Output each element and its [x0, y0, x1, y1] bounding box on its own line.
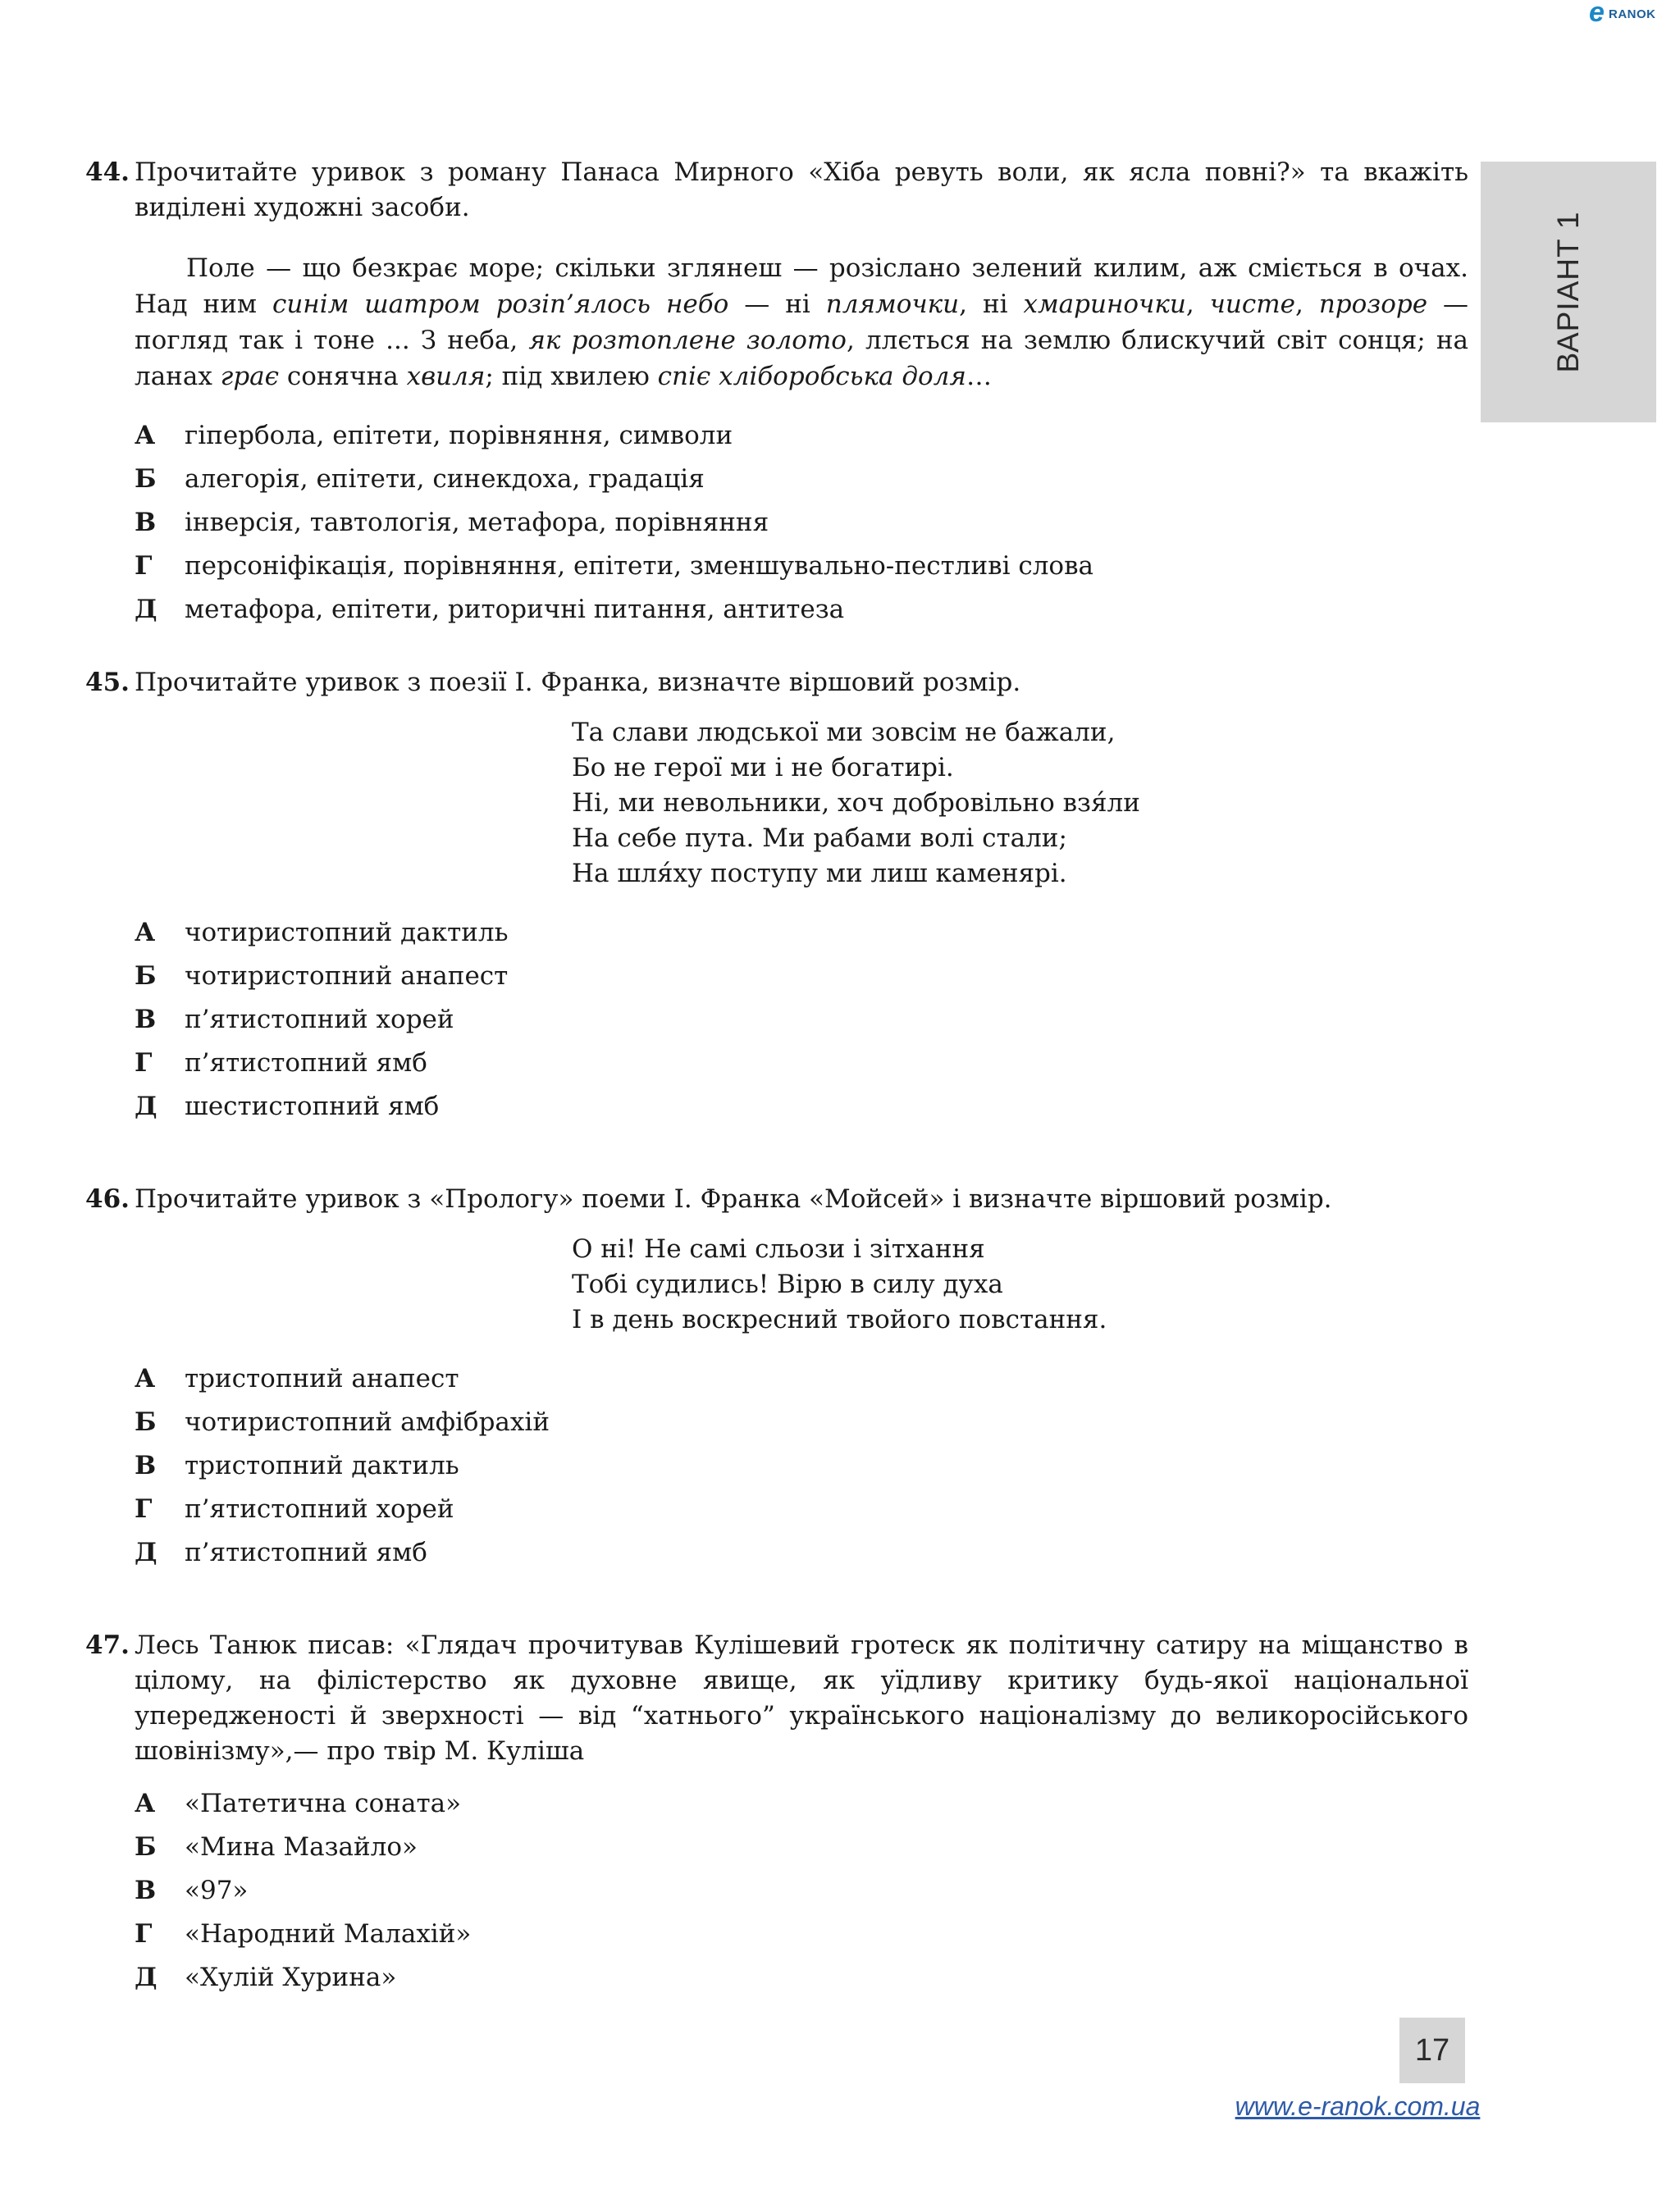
- option-letter: Г: [135, 551, 153, 581]
- poem-line: Бо не герої ми і не богатирі.: [572, 753, 954, 782]
- answer-options: [135, 911, 1468, 1129]
- option-text: гіпербола, епітети, порівняння, символи: [185, 421, 733, 450]
- ranok-logo: [1589, 0, 1671, 28]
- option-text: п’ятистопний ямб: [185, 1538, 427, 1567]
- poem-line: На шля́ху поступу ми лиш каменярі.: [572, 859, 1067, 888]
- question-47: [85, 1628, 1468, 2000]
- option-letter: В: [135, 1876, 157, 1905]
- answer-option: [135, 588, 1468, 632]
- option-text: п’ятистопний хорей: [185, 1005, 454, 1034]
- answer-option: [135, 414, 1468, 458]
- passage-text: , ні: [959, 290, 1024, 319]
- question-44: [85, 155, 1468, 632]
- option-letter: В: [135, 1451, 157, 1480]
- option-letter: А: [135, 421, 156, 450]
- option-letter: Б: [135, 961, 157, 991]
- answer-option: [135, 1444, 1468, 1488]
- poem-line: Тобі судились! Вірю в силу духа: [572, 1270, 1003, 1299]
- highlighted-phrase: синім шатром розіп’ялось небо: [272, 290, 729, 319]
- passage-text: …: [966, 362, 992, 391]
- option-text: персоніфікація, порівняння, епітети, зменшувально-пестливі слова: [185, 551, 1094, 581]
- option-letter: Г: [135, 1919, 153, 1949]
- option-text: тристопний анапест: [185, 1364, 459, 1393]
- answer-option: [135, 1042, 1468, 1085]
- option-letter: А: [135, 918, 156, 947]
- answer-option: [135, 1531, 1468, 1575]
- passage-text: , ллється на землю блискучий світ сонця; на ланах: [135, 326, 1468, 391]
- prose-excerpt: [135, 250, 1468, 395]
- option-text: п’ятистопний ямб: [185, 1048, 427, 1078]
- logo-letter: e: [1589, 0, 1605, 28]
- passage-text: ,: [1295, 290, 1319, 319]
- option-text: «Народний Малахій»: [185, 1919, 472, 1949]
- answer-option: [135, 1488, 1468, 1531]
- option-letter: А: [135, 1789, 156, 1818]
- option-text: алегорія, епітети, синекдоха, градація: [185, 464, 705, 494]
- highlighted-phrase: спіє хліборобська доля: [657, 362, 966, 391]
- answer-option: [135, 1357, 1468, 1401]
- poem-line: І в день воскресний твойого повстання.: [572, 1305, 1107, 1334]
- answer-option: [135, 458, 1468, 501]
- option-text: інверсія, тавтологія, метафора, порівняння: [185, 508, 769, 537]
- highlighted-phrase: чисте: [1209, 290, 1295, 319]
- highlighted-phrase: хвиля: [406, 362, 486, 391]
- passage-text: — ні: [728, 290, 826, 319]
- poem-excerpt: [572, 1232, 1468, 1338]
- answer-option: [135, 1956, 1468, 2000]
- highlighted-phrase: плямочки: [825, 290, 960, 319]
- option-text: метафора, епітети, риторичні питання, антитеза: [185, 595, 845, 624]
- option-text: «Патетична соната»: [185, 1789, 462, 1818]
- option-text: «97»: [185, 1876, 249, 1905]
- answer-options: [135, 1357, 1468, 1575]
- poem-line: Та слави людської ми зовсім не бажали,: [572, 718, 1116, 747]
- question-46: [85, 1182, 1468, 1575]
- poem-line: О ні! Не самі сльози і зітхання: [572, 1234, 985, 1264]
- option-letter: Д: [135, 595, 158, 624]
- option-text: чотиристопний анапест: [185, 961, 509, 991]
- passage-text: Поле — що безкрає море; скільки зглянеш — розіслано зелений килим, аж сміється в очах. Над ним: [135, 253, 1468, 319]
- option-text: чотиристопний амфібрахій: [185, 1407, 550, 1437]
- answer-option: [135, 1913, 1468, 1956]
- answer-option: [135, 1085, 1468, 1129]
- answer-option: [135, 501, 1468, 545]
- highlighted-phrase: грає: [220, 362, 280, 391]
- passage-text: сонячна: [279, 362, 407, 391]
- option-text: «Хулій Хурина»: [185, 1963, 397, 1992]
- passage-text: ,: [1185, 290, 1210, 319]
- answer-option: [135, 955, 1468, 998]
- poem-line: Ні, ми невольники, хоч добровільно взя́ли: [572, 788, 1140, 818]
- question-text: Прочитайте уривок з роману Панаса Мирного «Хіба ревуть воли, як ясла повні?» та вкажіть виділені художні засоби.: [135, 157, 1468, 222]
- question-number: 47.: [85, 1630, 130, 1660]
- question-45: [85, 665, 1468, 1129]
- option-letter: А: [135, 1364, 156, 1393]
- passage-text: ; під хвилею: [485, 362, 658, 391]
- question-text: Прочитайте уривок з поезії І. Франка, визначте віршовий розмір.: [135, 668, 1021, 697]
- option-letter: В: [135, 1005, 157, 1034]
- highlighted-phrase: хмариночки: [1023, 290, 1186, 319]
- highlighted-phrase: як розтоплене золото: [528, 326, 847, 355]
- highlighted-phrase: прозоре: [1318, 290, 1428, 319]
- answer-option: [135, 998, 1468, 1042]
- option-letter: Д: [135, 1538, 158, 1567]
- passage-text: — погляд так і тоне ... З неба,: [135, 290, 1469, 355]
- poem-line: На себе пута. Ми рабами волі стали;: [572, 823, 1067, 853]
- page-number: 17: [1399, 2018, 1465, 2083]
- option-text: чотиристопний дактиль: [185, 918, 509, 947]
- option-letter: Б: [135, 1832, 157, 1862]
- answer-options: [135, 414, 1468, 632]
- logo-brand: RANOK: [1609, 7, 1656, 21]
- option-letter: Г: [135, 1494, 153, 1524]
- question-number: 45.: [85, 668, 130, 697]
- poem-excerpt: [572, 715, 1468, 892]
- option-letter: Б: [135, 464, 157, 494]
- question-text: Прочитайте уривок з «Прологу» поеми І. Франка «Мойсей» і визначте віршовий розмір.: [135, 1184, 1332, 1214]
- answer-option: [135, 1401, 1468, 1444]
- question-number: 46.: [85, 1184, 130, 1214]
- option-letter: Д: [135, 1092, 158, 1121]
- publisher-link[interactable]: www.e-ranok.com.ua: [1235, 2091, 1481, 2121]
- option-text: тристопний дактиль: [185, 1451, 459, 1480]
- answer-option: [135, 545, 1468, 588]
- question-text: Лесь Танюк писав: «Глядач прочитував Кулішевий гротеск як політичну сатиру на міщанство в цілому, на філістерство як духовне явище, як уїдливу критику будь-якої національної упередженості й зверхності — від “хатнього” українського націоналізму до великоросійського шовінізму»,— про твір М. Куліша: [135, 1630, 1468, 1766]
- option-letter: В: [135, 508, 157, 537]
- answer-option: [135, 911, 1468, 955]
- variant-label: ВАРІАНТ 1: [1551, 211, 1585, 373]
- answer-option: [135, 1826, 1468, 1869]
- question-number: 44.: [85, 157, 130, 187]
- answer-option: [135, 1869, 1468, 1913]
- answer-options: [135, 1782, 1468, 2000]
- option-letter: Б: [135, 1407, 157, 1437]
- option-text: п’ятистопний хорей: [185, 1494, 454, 1524]
- option-text: «Мина Мазайло»: [185, 1832, 418, 1862]
- option-letter: Д: [135, 1963, 158, 1992]
- option-letter: Г: [135, 1048, 153, 1078]
- option-text: шестистопний ямб: [185, 1092, 440, 1121]
- answer-option: [135, 1782, 1468, 1826]
- variant-tab: [1481, 162, 1656, 422]
